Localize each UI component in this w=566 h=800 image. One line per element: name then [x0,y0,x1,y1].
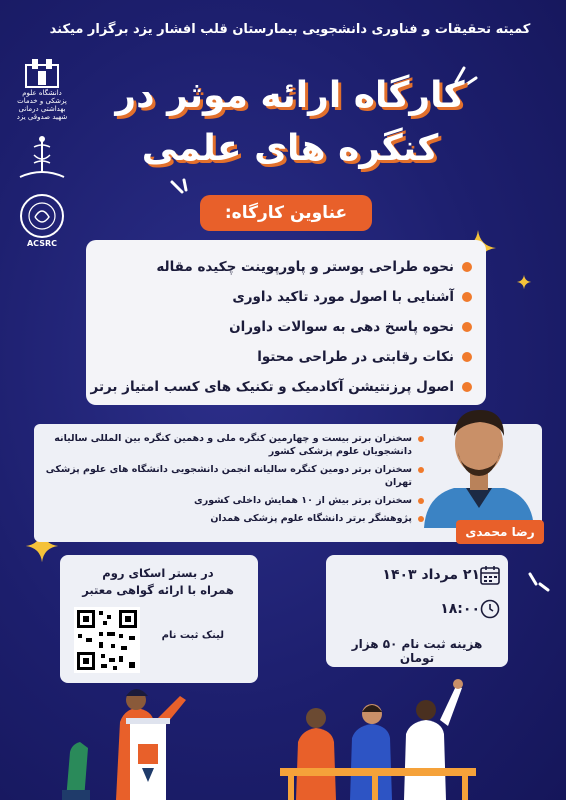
platform-line-2: همراه با ارائه گواهی معتبر [82,583,234,597]
logos-column [8,55,76,260]
clock-icon [480,599,500,619]
topic-item: نحوه طراحی پوستر و پاورپوینت چکیده مقاله [86,252,486,282]
university-logo-caption: دانشگاه علوم پزشکی و خدمات بهداشتی درمانی شهید صدوقی یزد [16,89,68,121]
registration-fee: هزینه ثبت نام ۵۰ هزار تومان [351,637,483,665]
university-logo [12,55,72,121]
acsrc-logo-caption: ACSRC [26,239,57,248]
topics-card [86,240,486,405]
topics-heading: عناوین کارگاه: [200,195,372,231]
speaker-name-tag: رضا محمدی [456,520,544,544]
event-info-card [326,555,508,667]
registration-card [60,555,258,683]
qr-code-icon[interactable] [74,607,140,673]
topic-item: نحوه پاسخ دهی به سوالات داوران [86,312,486,342]
acsrc-logo [12,193,72,248]
registration-text [70,565,246,599]
title-line-1: کارگاه ارائه موثر در [115,75,465,116]
topic-item: اصول پرزنتیشن آکادمیک و تکنیک های کسب امتیاز برتر [86,372,486,402]
date-row [364,565,500,585]
platform-line-1: در بستر اسکای روم [102,566,214,580]
credential-item: پژوهشگر برتر دانشگاه علوم پزشکی همدان [44,512,424,525]
credential-item: سخنران برتر دومین کنگره سالیانه انجمن دانشجویی دانشگاه های علوم پزشکی تهران [44,463,424,489]
student-research-logo [12,133,72,181]
topic-item: آشنایی با اصول مورد تاکید داوری [86,282,486,312]
dash-lines-right-icon [526,570,552,600]
university-emblem-icon [22,55,62,89]
event-time: ۱۸:۰۰ [440,601,480,617]
bullet-dot-icon [462,322,472,332]
calendar-icon [480,565,500,585]
event-date: ۲۱ مرداد ۱۴۰۳ [382,567,480,583]
acsrc-seal-icon [17,193,67,239]
time-row [422,599,500,619]
speaker-credentials [44,432,424,530]
speaker-photo [404,396,554,528]
caduceus-icon [16,133,68,181]
credential-item: سخنران برتر بیش از ۱۰ همایش داخلی کشوری [44,494,424,507]
presenter-illustration [56,682,206,800]
credential-item: سخنران برتر بیست و چهارمین کنگره ملی و دهمین کنگره بین المللی سالیانه دانشجویان علوم پزشکی کشور [44,432,424,458]
title-line-2: کنگره های علمی [141,128,439,169]
dash-lines-left-icon [168,178,194,204]
bullet-dot-icon [462,262,472,272]
bullet-dot-icon [462,352,472,362]
topic-item: نکات رقابتی در طراحی محتوا [86,342,486,372]
bullet-dot-icon [462,382,472,392]
bullet-dot-icon [462,292,472,302]
organizer-line: کمیته تحقیقات و فناوری دانشجویی بیمارستان قلب افشار یزد برگزار میکند [49,22,531,37]
sparkle-small-icon [516,274,532,290]
registration-link-label[interactable]: لینک ثبت نام [161,630,224,641]
audience-illustration [280,672,476,800]
